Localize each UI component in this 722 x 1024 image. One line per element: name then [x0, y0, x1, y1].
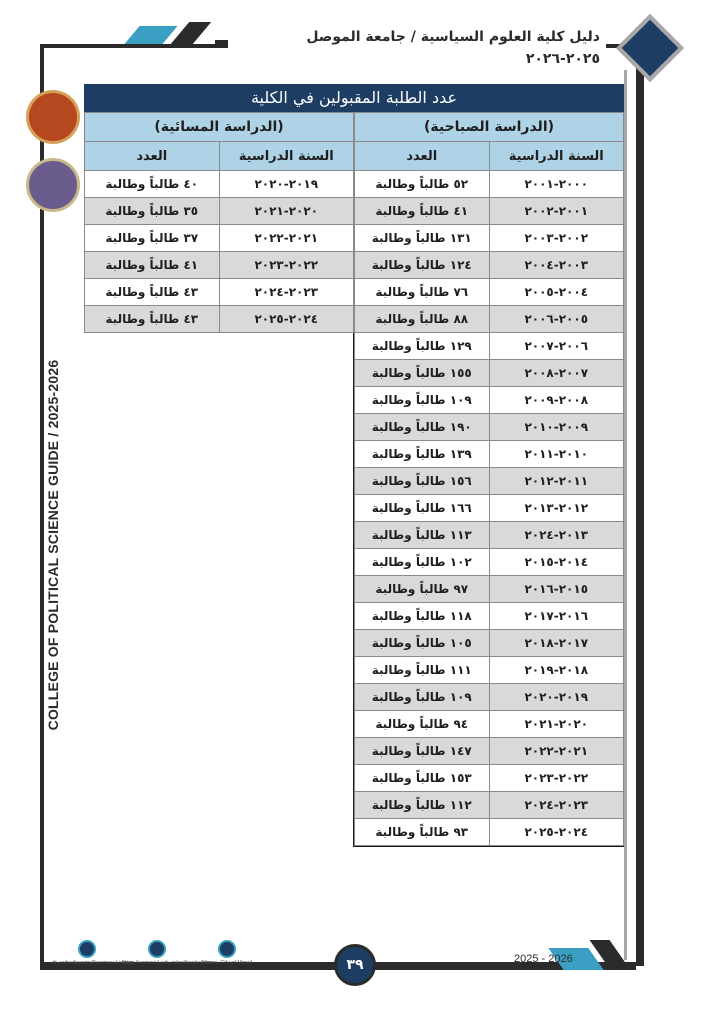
- table-row: [355, 657, 624, 684]
- side-guide-text: COLLEGE OF POLITICAL SCIENCE GUIDE / 2025-2026: [45, 359, 61, 731]
- page-number: ٣٩: [334, 944, 376, 986]
- university-logo-icon: [26, 90, 80, 144]
- morning-year-cell: ٢٠٠٦-٢٠٠٧: [489, 333, 624, 360]
- evening-year-cell: ٢٠١٩-٢٠٢٠: [219, 171, 354, 198]
- table-row: [355, 414, 624, 441]
- evening-count-cell: ٣٧ طالباً وطالبة: [85, 225, 220, 252]
- morning-year-cell: ٢٠٠٢-٢٠٠٣: [489, 225, 624, 252]
- morning-year-cell: ٢٠١٩-٢٠٢٠: [489, 684, 624, 711]
- table-row: [85, 171, 354, 198]
- morning-year-cell: ٢٠١٣-٢٠٢٤: [489, 522, 624, 549]
- table-row: [355, 684, 624, 711]
- morning-count-cell: ١٥٦ طالباً وطالبة: [355, 468, 490, 495]
- morning-count-cell: ٩٤ طالباً وطالبة: [355, 711, 490, 738]
- table-row: [355, 333, 624, 360]
- morning-count-cell: ٤١ طالباً وطالبة: [355, 198, 490, 225]
- table-row: [85, 225, 354, 252]
- contact-web: [122, 940, 215, 967]
- table-row: [355, 468, 624, 495]
- morning-year-cell: ٢٠١٦-٢٠١٧: [489, 603, 624, 630]
- morning-count-cell: ١٩٠ طالباً وطالبة: [355, 414, 490, 441]
- table-row: [355, 738, 624, 765]
- evening-year-cell: ٢٠٢٠-٢٠٢١: [219, 198, 354, 225]
- morning-year-cell: ٢٠٢١-٢٠٢٢: [489, 738, 624, 765]
- table-row: [355, 279, 624, 306]
- table-row: [355, 630, 624, 657]
- table-row: [355, 765, 624, 792]
- morning-year-cell: ٢٠١٨-٢٠١٩: [489, 657, 624, 684]
- table-row: [355, 360, 624, 387]
- table-row: [355, 441, 624, 468]
- contact-location: [192, 940, 262, 967]
- morning-heading: (الدراسة الصباحية): [355, 113, 624, 142]
- morning-year-cell: ٢٠٠٣-٢٠٠٤: [489, 252, 624, 279]
- morning-count-cell: ٧٦ طالباً وطالبة: [355, 279, 490, 306]
- evening-col-count: العدد: [85, 142, 220, 171]
- footer-year: 2025 - 2026: [514, 953, 573, 965]
- evening-year-cell: ٢٠٢٤-٢٠٢٥: [219, 306, 354, 333]
- contact-email-text: dr_suhadjassim@uomosul.edu.iq: [52, 960, 134, 966]
- morning-count-cell: ١١٨ طالباً وطالبة: [355, 603, 490, 630]
- table-row: [355, 171, 624, 198]
- table-row: [355, 387, 624, 414]
- morning-year-cell: ٢٠١٧-٢٠١٨: [489, 630, 624, 657]
- morning-count-cell: ١٠٩ طالباً وطالبة: [355, 684, 490, 711]
- table-row: [355, 549, 624, 576]
- morning-col-count: العدد: [355, 142, 490, 171]
- table-row: [85, 306, 354, 333]
- evening-heading: (الدراسة المسائية): [85, 113, 354, 142]
- evening-count-cell: ٣٥ طالباً وطالبة: [85, 198, 220, 225]
- morning-year-cell: ٢٠٠٥-٢٠٠٦: [489, 306, 624, 333]
- table-row: [355, 225, 624, 252]
- table-row: [355, 576, 624, 603]
- frame-right-inner: [624, 70, 627, 960]
- morning-year-cell: ٢٠١٤-٢٠١٥: [489, 549, 624, 576]
- table-row: [85, 252, 354, 279]
- evening-count-cell: ٤٣ طالباً وطالبة: [85, 306, 220, 333]
- table-row: [355, 198, 624, 225]
- college-logo-icon: [26, 158, 80, 212]
- header-decoration: [124, 26, 177, 44]
- morning-year-cell: ٢٠٢٢-٢٠٢٣: [489, 765, 624, 792]
- table-row: [355, 306, 624, 333]
- morning-count-cell: ١٥٣ طالباً وطالبة: [355, 765, 490, 792]
- morning-count-cell: ٩٧ طالباً وطالبة: [355, 576, 490, 603]
- morning-study-table: [353, 112, 624, 847]
- table-row: [355, 495, 624, 522]
- morning-count-cell: ١٣٩ طالباً وطالبة: [355, 441, 490, 468]
- morning-year-cell: ٢٠٠٠-٢٠٠١: [489, 171, 624, 198]
- morning-year-cell: ٢٠١٢-٢٠١٣: [489, 495, 624, 522]
- morning-count-cell: ٩٣ طالباً وطالبة: [355, 819, 490, 846]
- contact-email: [52, 940, 134, 967]
- frame-right: [636, 58, 644, 966]
- morning-year-cell: ٢٠٢٤-٢٠٢٥: [489, 819, 624, 846]
- table-row: [355, 252, 624, 279]
- morning-col-year: السنة الدراسية: [489, 142, 624, 171]
- morning-count-cell: ١٠٥ طالباً وطالبة: [355, 630, 490, 657]
- morning-year-cell: ٢٠٠١-٢٠٠٢: [489, 198, 624, 225]
- morning-count-cell: ١٢٤ طالباً وطالبة: [355, 252, 490, 279]
- morning-year-cell: ٢٠١١-٢٠١٢: [489, 468, 624, 495]
- evening-study-table: [84, 112, 354, 333]
- morning-count-cell: ٥٢ طالباً وطالبة: [355, 171, 490, 198]
- morning-count-cell: ١١١ طالباً وطالبة: [355, 657, 490, 684]
- morning-year-cell: ٢٠٠٩-٢٠١٠: [489, 414, 624, 441]
- morning-count-cell: ١٤٧ طالباً وطالبة: [355, 738, 490, 765]
- evening-year-cell: ٢٠٢١-٢٠٢٢: [219, 225, 354, 252]
- table-row: [85, 279, 354, 306]
- morning-count-cell: ١٣١ طالباً وطالبة: [355, 225, 490, 252]
- morning-year-cell: ٢٠٠٨-٢٠٠٩: [489, 387, 624, 414]
- morning-year-cell: ٢٠١٠-٢٠١١: [489, 441, 624, 468]
- morning-count-cell: ١١٣ طالباً وطالبة: [355, 522, 490, 549]
- contact-web-text: https://uomosul.edu.iq/politicalscience: [122, 960, 215, 966]
- morning-year-cell: ٢٠١٥-٢٠١٦: [489, 576, 624, 603]
- evening-year-cell: ٢٠٢٢-٢٠٢٣: [219, 252, 354, 279]
- morning-count-cell: ١٥٥ طالباً وطالبة: [355, 360, 490, 387]
- table-row: [355, 711, 624, 738]
- table-title: عدد الطلبة المقبولين في الكلية: [84, 84, 624, 112]
- table-row: [355, 792, 624, 819]
- morning-year-cell: ٢٠٢٣-٢٠٢٤: [489, 792, 624, 819]
- morning-count-cell: ١٠٩ طالباً وطالبة: [355, 387, 490, 414]
- table-row: [355, 603, 624, 630]
- morning-count-cell: ١٢٩ طالباً وطالبة: [355, 333, 490, 360]
- morning-year-cell: ٢٠٠٧-٢٠٠٨: [489, 360, 624, 387]
- contact-location-text: Ninwa, City of Mosul: [201, 960, 253, 966]
- table-row: [355, 819, 624, 846]
- table-row: [85, 198, 354, 225]
- table-row: [355, 522, 624, 549]
- morning-count-cell: ٨٨ طالباً وطالبة: [355, 306, 490, 333]
- morning-year-cell: ٢٠٢٠-٢٠٢١: [489, 711, 624, 738]
- page-header-title: دليل كلية العلوم السياسية / جامعة الموصل ٢٠٢٥-٢٠٢٦: [228, 26, 606, 48]
- web-icon: [148, 940, 166, 958]
- evening-count-cell: ٤٠ طالباً وطالبة: [85, 171, 220, 198]
- morning-count-cell: ١١٢ طالباً وطالبة: [355, 792, 490, 819]
- email-icon: [78, 940, 96, 958]
- location-icon: [218, 940, 236, 958]
- morning-year-cell: ٢٠٠٤-٢٠٠٥: [489, 279, 624, 306]
- evening-col-year: السنة الدراسية: [219, 142, 354, 171]
- morning-count-cell: ١٦٦ طالباً وطالبة: [355, 495, 490, 522]
- evening-year-cell: ٢٠٢٣-٢٠٢٤: [219, 279, 354, 306]
- evening-count-cell: ٤٣ طالباً وطالبة: [85, 279, 220, 306]
- morning-count-cell: ١٠٢ طالباً وطالبة: [355, 549, 490, 576]
- evening-count-cell: ٤١ طالباً وطالبة: [85, 252, 220, 279]
